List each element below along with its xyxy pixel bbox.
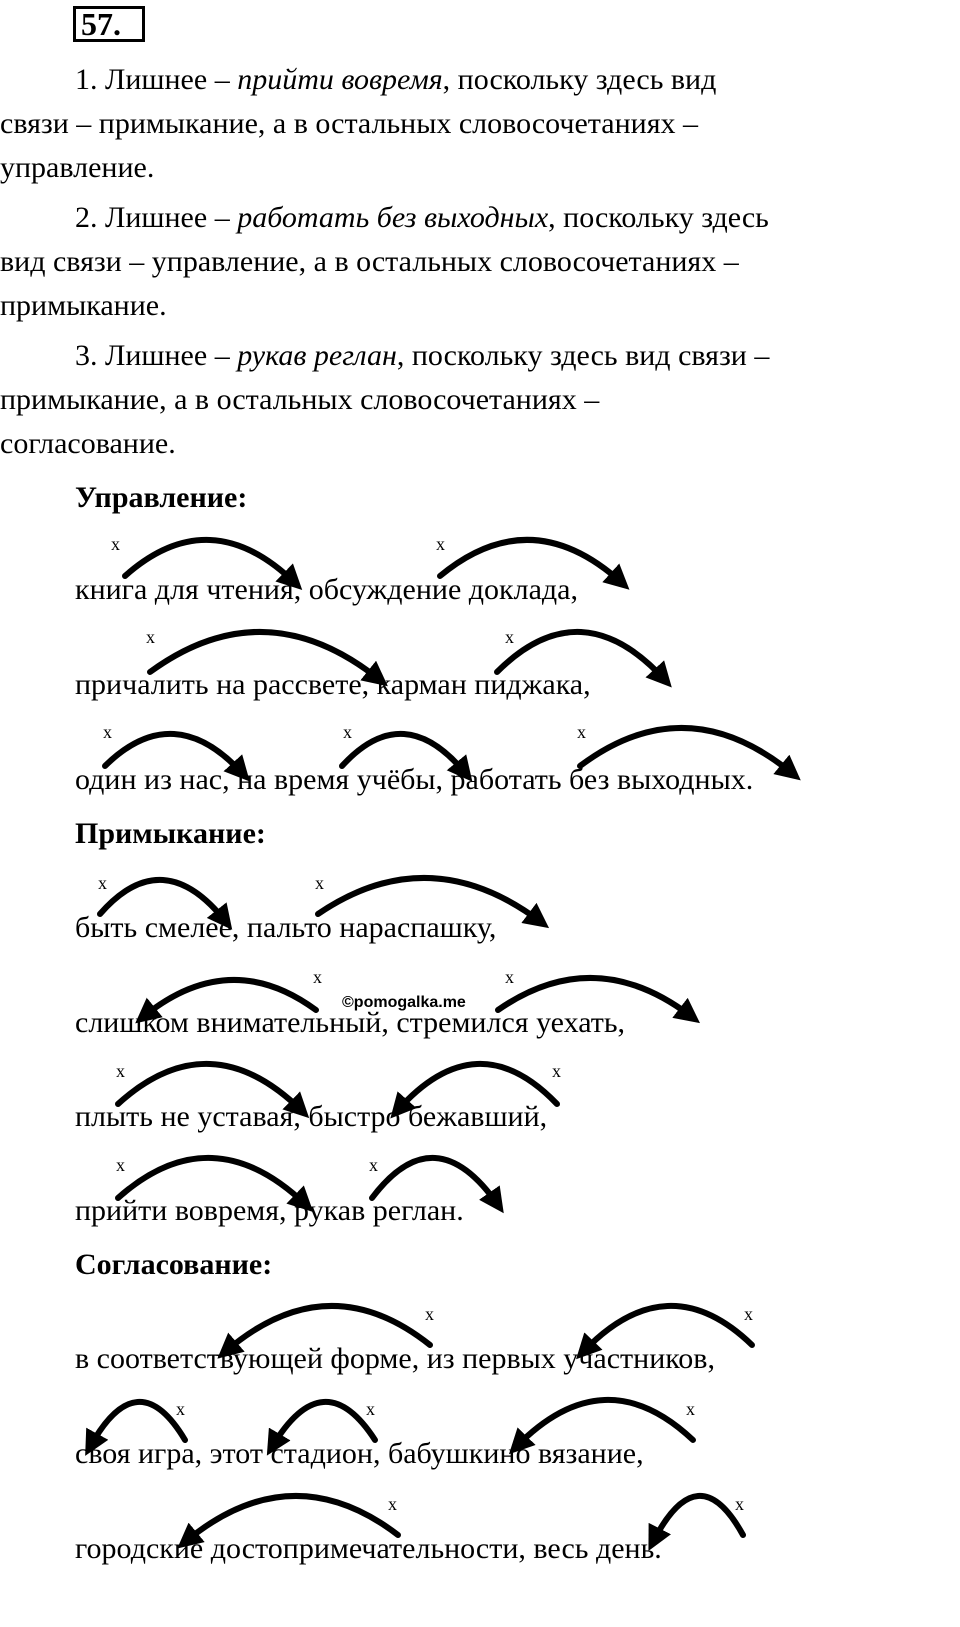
paragraph-line (0, 422, 958, 466)
paragraph-line (0, 196, 958, 240)
paragraph-text: , поскольку здесь (548, 201, 769, 234)
paragraph-line (0, 240, 958, 284)
example-line: плыть не уставая, быстро бежавший, (75, 1100, 548, 1133)
main-word-mark: x (116, 1155, 125, 1175)
dependency-arrow (653, 1496, 743, 1542)
paragraph-line (0, 102, 958, 146)
example-line: книга для чтения, обсуждение доклада, (75, 573, 578, 606)
main-word-mark: x (146, 627, 155, 647)
example-line: причалить на рассвете, карман пиджака, (75, 668, 591, 701)
odd-phrase: рукав реглан (237, 339, 397, 372)
answer-paragraph-1 (0, 58, 958, 190)
main-word-mark: x (744, 1304, 753, 1324)
example-line: своя игра, этот стадион, бабушкино вязание, (75, 1437, 644, 1470)
paragraph-text: 1. Лишнее – (75, 63, 238, 96)
example-line: городские достопримечательности, весь день. (75, 1532, 662, 1565)
main-word-mark: x (735, 1494, 744, 1514)
watermark: ©pomogalka.me (342, 994, 466, 1011)
main-word-mark: x (116, 1061, 125, 1081)
paragraph-text: вид связи – управление, а в остальных словосочетаниях – (0, 245, 739, 278)
paragraph-text: связи – примыкание, а в остальных словосочетаниях – (0, 107, 698, 140)
main-word-mark: x (366, 1399, 375, 1419)
answer-paragraph-2 (0, 196, 958, 328)
example-line: слишком внимательный, стремился уехать, (75, 1006, 626, 1039)
main-word-mark: x (315, 873, 324, 893)
main-word-mark: x (505, 627, 514, 647)
section-heading-adjunction: Примыкание: (75, 817, 266, 850)
paragraph-text: 3. Лишнее – (75, 339, 238, 372)
paragraph-text: 2. Лишнее – (75, 201, 238, 234)
main-word-mark: x (686, 1399, 695, 1419)
paragraph-text: , поскольку здесь вид связи – (396, 339, 770, 372)
main-word-mark: x (505, 967, 514, 987)
example-line: один из нас, на время учёбы, работать без выходных. (75, 763, 754, 796)
paragraph-line (0, 284, 958, 328)
main-word-mark: x (388, 1494, 397, 1514)
main-word-mark: x (552, 1061, 561, 1081)
main-word-mark: x (343, 722, 352, 742)
paragraph-text: примыкание, а в остальных словосочетаниях – (0, 383, 600, 416)
paragraph-line (0, 58, 958, 102)
section-heading-government: Управление: (75, 481, 248, 514)
odd-phrase: работать без выходных (237, 201, 549, 234)
exercise-number: 57. (73, 6, 145, 42)
paragraph-line (0, 146, 958, 190)
paragraph-text: примыкание. (0, 289, 167, 322)
paragraph-text: согласование. (0, 427, 176, 460)
main-word-mark: x (313, 967, 322, 987)
odd-phrase: прийти вовремя (237, 63, 443, 96)
main-word-mark: x (425, 1304, 434, 1324)
main-word-mark: x (436, 534, 445, 554)
main-word-mark: x (176, 1399, 185, 1419)
answer-paragraph-3 (0, 334, 958, 466)
paragraph-line (0, 378, 958, 422)
main-word-mark: x (98, 873, 107, 893)
example-line: быть смелее, пальто нараспашку, (75, 911, 497, 944)
section-heading-agreement: Согласование: (75, 1248, 273, 1281)
example-line: в соответствующей форме, из первых участников, (75, 1342, 715, 1375)
paragraph-line (0, 334, 958, 378)
main-word-mark: x (103, 722, 112, 742)
paragraph-text: , поскольку здесь вид (442, 63, 717, 96)
paragraph-text: управление. (0, 151, 155, 184)
main-word-mark: x (369, 1155, 378, 1175)
main-word-mark: x (111, 534, 120, 554)
main-word-mark: x (577, 722, 586, 742)
example-line: прийти вовремя, рукав реглан. (75, 1194, 464, 1227)
